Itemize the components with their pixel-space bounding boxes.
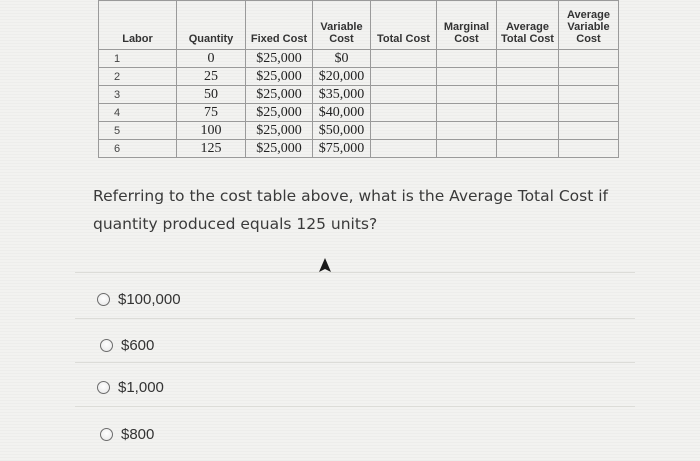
cell-variable-cost: $35,000	[313, 86, 371, 104]
cell-variable-cost: $75,000	[313, 140, 371, 158]
cell-marginal-cost	[437, 104, 497, 122]
answer-option-label: $100,000	[118, 291, 181, 308]
option-divider	[75, 272, 635, 273]
cell-average-variable-cost	[559, 122, 619, 140]
cell-average-variable-cost	[559, 86, 619, 104]
answer-option[interactable]	[100, 426, 154, 443]
cell-labor: 2	[99, 68, 177, 86]
cell-average-total-cost	[497, 86, 559, 104]
radio-button-icon[interactable]	[100, 428, 113, 441]
header-quantity: Quantity	[177, 1, 246, 50]
cell-marginal-cost	[437, 50, 497, 68]
cell-average-total-cost	[497, 104, 559, 122]
answer-option[interactable]	[97, 379, 164, 396]
cell-fixed-cost: $25,000	[246, 86, 313, 104]
cell-fixed-cost: $25,000	[246, 50, 313, 68]
option-divider	[75, 318, 635, 319]
option-divider	[75, 406, 635, 407]
cell-quantity: 125	[177, 140, 246, 158]
header-average-variable-cost: Average Variable Cost	[559, 1, 619, 50]
radio-button-icon[interactable]	[97, 293, 110, 306]
cell-average-variable-cost	[559, 104, 619, 122]
answer-option-label: $600	[121, 337, 155, 354]
cell-variable-cost: $40,000	[313, 104, 371, 122]
option-divider	[75, 362, 635, 363]
cell-average-total-cost	[497, 122, 559, 140]
cell-total-cost	[371, 50, 437, 68]
header-fixed-cost: Fixed Cost	[246, 1, 313, 50]
radio-button-icon[interactable]	[100, 339, 113, 352]
header-labor: Labor	[99, 1, 177, 50]
cell-labor: 4	[99, 104, 177, 122]
cell-average-total-cost	[497, 140, 559, 158]
cell-variable-cost: $0	[313, 50, 371, 68]
cell-labor: 5	[99, 122, 177, 140]
cell-total-cost	[371, 68, 437, 86]
cell-quantity: 25	[177, 68, 246, 86]
table-row	[99, 68, 619, 86]
header-average-total-cost: Average Total Cost	[497, 1, 559, 50]
cell-variable-cost: $20,000	[313, 68, 371, 86]
cell-fixed-cost: $25,000	[246, 122, 313, 140]
header-variable-cost: Variable Cost	[313, 1, 371, 50]
header-total-cost: Total Cost	[371, 1, 437, 50]
cell-fixed-cost: $25,000	[246, 140, 313, 158]
cell-total-cost	[371, 122, 437, 140]
answer-option-label: $800	[121, 426, 155, 443]
table-row	[99, 122, 619, 140]
cell-quantity: 0	[177, 50, 246, 68]
cell-marginal-cost	[437, 86, 497, 104]
cell-labor: 3	[99, 86, 177, 104]
cell-labor: 6	[99, 140, 177, 158]
cell-marginal-cost	[437, 122, 497, 140]
table-row	[99, 86, 619, 104]
cell-fixed-cost: $25,000	[246, 104, 313, 122]
question-text: Referring to the cost table above, what is the Average Total Cost if quantity produced equals 125 units?	[93, 187, 609, 233]
cell-total-cost	[371, 140, 437, 158]
cell-quantity: 75	[177, 104, 246, 122]
cell-marginal-cost	[437, 68, 497, 86]
table-header-row	[99, 1, 619, 50]
header-marginal-cost: Marginal Cost	[437, 1, 497, 50]
answer-option[interactable]	[100, 337, 154, 354]
cell-average-variable-cost	[559, 68, 619, 86]
cell-fixed-cost: $25,000	[246, 68, 313, 86]
cost-table	[98, 0, 619, 158]
table-row	[99, 104, 619, 122]
cell-quantity: 50	[177, 86, 246, 104]
answer-option-label: $1,000	[118, 379, 164, 396]
answer-option[interactable]	[97, 291, 181, 308]
cell-variable-cost: $50,000	[313, 122, 371, 140]
table-row	[99, 50, 619, 68]
cell-average-total-cost	[497, 68, 559, 86]
cell-average-variable-cost	[559, 50, 619, 68]
cell-labor: 1	[99, 50, 177, 68]
table-row	[99, 140, 619, 158]
cell-marginal-cost	[437, 140, 497, 158]
cell-average-variable-cost	[559, 140, 619, 158]
cell-total-cost	[371, 86, 437, 104]
radio-button-icon[interactable]	[97, 381, 110, 394]
cell-total-cost	[371, 104, 437, 122]
cell-quantity: 100	[177, 122, 246, 140]
cell-average-total-cost	[497, 50, 559, 68]
